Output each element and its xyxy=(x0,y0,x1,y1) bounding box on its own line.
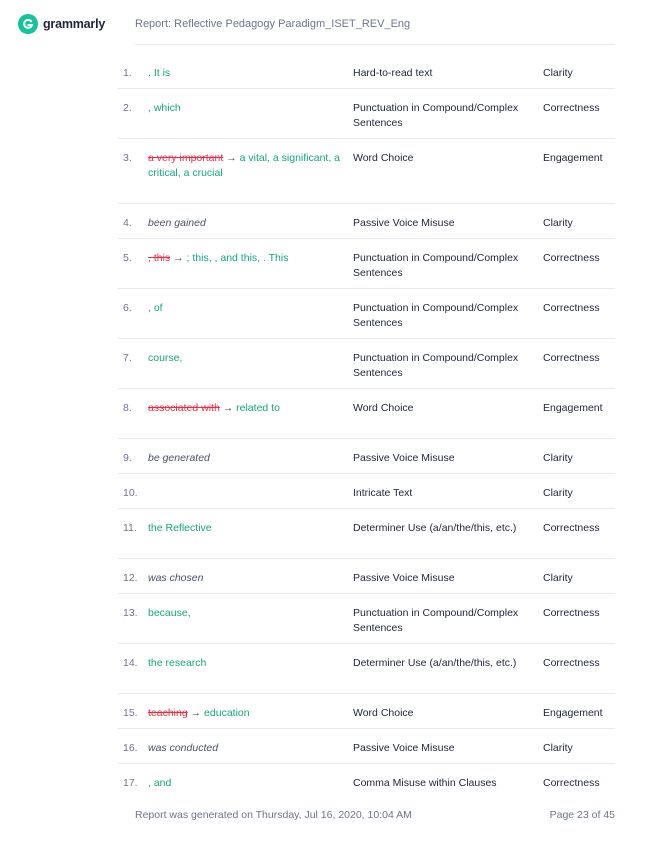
issue-type: Clarity xyxy=(543,487,573,499)
generated-timestamp: Report was generated on Thursday, Jul 16, 2020, 10:04 AM xyxy=(135,809,412,821)
table-row xyxy=(118,339,615,389)
row-number: 6. xyxy=(123,302,132,314)
suggestion-text: course, xyxy=(148,352,183,364)
suggestion-text xyxy=(148,151,353,181)
issue-category: Punctuation in Compound/Complex Sentences xyxy=(353,102,519,129)
deleted-text: teaching xyxy=(148,707,188,719)
table-row xyxy=(118,509,615,559)
issue-category: Punctuation in Compound/Complex Sentences xyxy=(353,352,519,379)
issue-type: Correctness xyxy=(543,102,600,114)
table-row xyxy=(118,204,615,239)
issue-type: Clarity xyxy=(543,217,573,229)
issue-type: Correctness xyxy=(543,252,600,264)
issue-type: Clarity xyxy=(543,452,573,464)
table-row xyxy=(118,694,615,729)
row-number: 2. xyxy=(123,102,132,114)
issue-category: Intricate Text xyxy=(353,487,413,499)
table-row xyxy=(118,139,615,204)
table-row xyxy=(118,389,615,439)
suggestion-text xyxy=(148,251,353,266)
arrow-right-icon: → xyxy=(226,152,237,164)
issue-category: Determiner Use (a/an/the/this, etc.) xyxy=(353,522,517,534)
issue-type: Correctness xyxy=(543,657,600,669)
suggestion-text: be generated xyxy=(148,452,210,464)
issue-type: Engagement xyxy=(543,402,603,414)
issue-type: Clarity xyxy=(543,572,573,584)
table-row xyxy=(118,89,615,139)
issue-type: Correctness xyxy=(543,607,600,619)
arrow-right-icon: → xyxy=(222,402,234,414)
brand-name: grammarly xyxy=(43,17,106,31)
suggestion-text: the research xyxy=(148,657,207,669)
table-row xyxy=(118,559,615,594)
issue-type: Clarity xyxy=(543,67,573,79)
suggestion-text xyxy=(148,401,353,416)
deleted-text: a very important xyxy=(148,152,224,164)
issue-category: Word Choice xyxy=(353,402,414,414)
suggestion-text: , of xyxy=(148,302,163,314)
page-number: Page 23 of 45 xyxy=(549,809,615,821)
suggestion-text: was chosen xyxy=(148,572,204,584)
issue-type: Correctness xyxy=(543,522,600,534)
issue-type: Clarity xyxy=(543,742,573,754)
arrow-right-icon: → xyxy=(190,707,202,719)
suggestion-text: been gained xyxy=(148,217,206,229)
table-row xyxy=(118,729,615,764)
replacement-text: ; this, , and this, . This xyxy=(186,252,289,264)
row-number: 9. xyxy=(123,452,132,464)
issue-category: Word Choice xyxy=(353,707,414,719)
table-row xyxy=(118,764,615,799)
row-number: 3. xyxy=(123,152,132,164)
issue-type: Engagement xyxy=(543,707,603,719)
table-row xyxy=(118,289,615,339)
row-number: 13. xyxy=(123,607,138,619)
issue-category: Punctuation in Compound/Complex Sentences xyxy=(353,252,519,279)
row-number: 16. xyxy=(123,742,138,754)
header-divider xyxy=(135,44,615,45)
issue-category: Hard-to-read text xyxy=(353,67,433,79)
table-row xyxy=(118,439,615,474)
issue-type: Correctness xyxy=(543,352,600,364)
row-number: 4. xyxy=(123,217,132,229)
row-number: 8. xyxy=(123,402,132,414)
row-number: 10. xyxy=(123,487,138,499)
issue-type: Correctness xyxy=(543,777,600,789)
issue-category: Determiner Use (a/an/the/this, etc.) xyxy=(353,657,517,669)
table-row xyxy=(118,474,615,509)
issue-category: Punctuation in Compound/Complex Sentences xyxy=(353,302,519,329)
suggestion-text: . It is xyxy=(148,67,171,79)
issue-category: Punctuation in Compound/Complex Sentences xyxy=(353,607,519,634)
row-number: 17. xyxy=(123,777,138,789)
report-title: Report: Reflective Pedagogy Paradigm_ISET_REV_Eng xyxy=(135,18,411,30)
issue-category: Passive Voice Misuse xyxy=(353,452,455,464)
row-number: 5. xyxy=(123,252,132,264)
issue-category: Word Choice xyxy=(353,152,414,164)
issue-type: Engagement xyxy=(543,152,603,164)
report-header xyxy=(0,0,650,48)
issues-table xyxy=(118,54,615,799)
replacement-text: education xyxy=(204,707,250,719)
table-row xyxy=(118,594,615,644)
table-row xyxy=(118,239,615,289)
row-number: 12. xyxy=(123,572,138,584)
replacement-text: a vital, a significant, a critical, a crucial xyxy=(148,152,341,179)
issue-category: Passive Voice Misuse xyxy=(353,742,455,754)
row-number: 14. xyxy=(123,657,138,669)
suggestion-text: , which xyxy=(148,102,181,114)
table-row xyxy=(118,54,615,89)
suggestion-text: the Reflective xyxy=(148,522,212,534)
table-row xyxy=(118,644,615,694)
grammarly-logo xyxy=(18,14,105,34)
row-number: 15. xyxy=(123,707,138,719)
arrow-right-icon: → xyxy=(173,252,184,264)
suggestion-text: was conducted xyxy=(148,742,219,754)
grammarly-g-icon xyxy=(18,14,38,34)
issue-category: Passive Voice Misuse xyxy=(353,572,455,584)
deleted-text: associated with xyxy=(148,402,220,414)
suggestion-text: because, xyxy=(148,607,191,619)
issue-type: Correctness xyxy=(543,302,600,314)
deleted-text: , this xyxy=(148,252,171,264)
issue-category: Passive Voice Misuse xyxy=(353,217,455,229)
row-number: 11. xyxy=(123,522,137,534)
replacement-text: related to xyxy=(236,402,280,414)
issue-category: Comma Misuse within Clauses xyxy=(353,777,497,789)
row-number: 1. xyxy=(123,67,132,79)
suggestion-text xyxy=(148,706,353,721)
suggestion-text: , and xyxy=(148,777,172,789)
row-number: 7. xyxy=(123,352,132,364)
